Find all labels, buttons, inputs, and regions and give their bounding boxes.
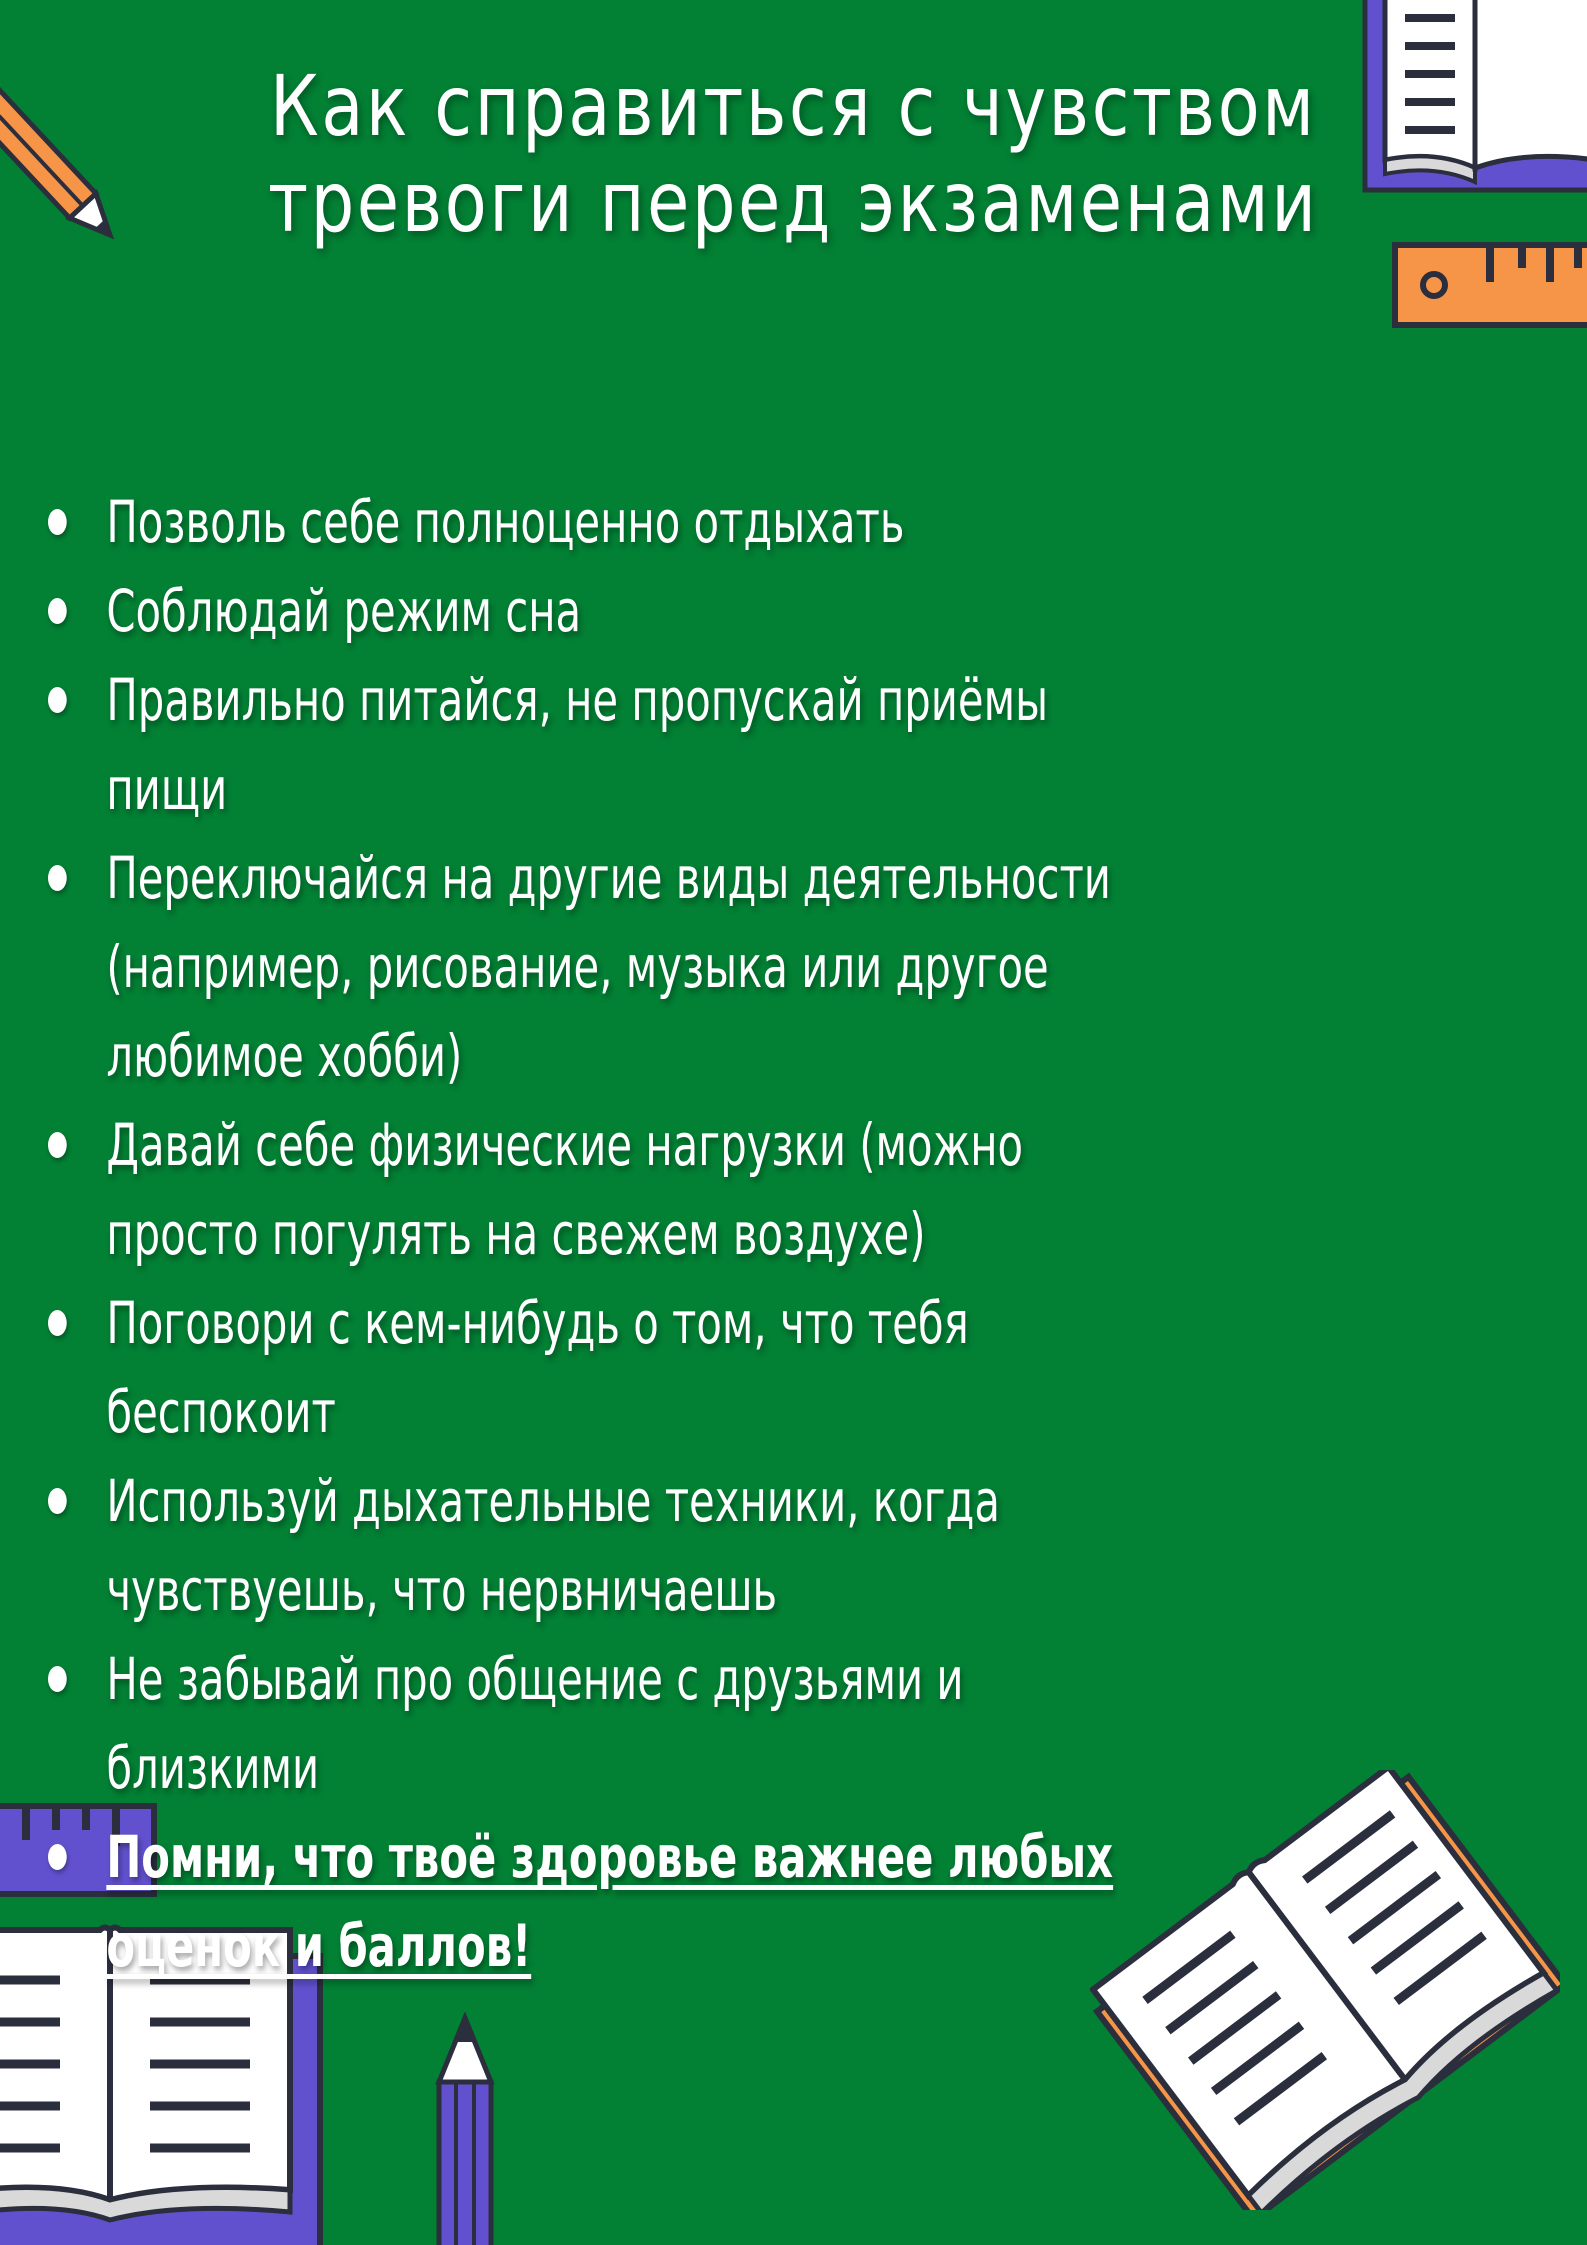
list-item bbox=[48, 567, 1171, 656]
tips-list bbox=[48, 478, 1171, 1991]
bullet-icon bbox=[48, 1310, 67, 1336]
bullet-icon bbox=[48, 1132, 67, 1158]
list-item bbox=[48, 1279, 1171, 1457]
bullet-icon bbox=[48, 865, 67, 891]
tip-text: Используй дыхательные техники, когда чувствуешь, что нервничаешь bbox=[106, 1467, 1000, 1624]
list-item-emphasis bbox=[48, 1813, 1171, 1991]
pencil-icon bbox=[425, 2012, 505, 2245]
title-line-2: тревоги перед экзаменами bbox=[268, 153, 1319, 251]
tip-text: Давай себе физические нагрузки (можно просто погулять на свежем воздухе) bbox=[106, 1111, 1024, 1268]
bullet-icon bbox=[48, 1844, 67, 1870]
tip-text: Правильно питайся, не пропускай приёмы пищи bbox=[106, 666, 1049, 823]
list-item bbox=[48, 1457, 1171, 1635]
tip-text: Не забывай про общение с друзьями и близкими bbox=[106, 1645, 964, 1802]
ruler-icon bbox=[1390, 240, 1587, 332]
list-item bbox=[48, 478, 1171, 567]
tip-text: Соблюдай режим сна bbox=[106, 577, 582, 645]
tip-text: Поговори с кем-нибудь о том, что тебя беспокоит bbox=[106, 1289, 969, 1446]
tip-text: Позволь себе полноценно отдыхать bbox=[106, 488, 905, 556]
bullet-icon bbox=[48, 1488, 67, 1514]
list-item bbox=[48, 834, 1171, 1101]
list-item bbox=[48, 1635, 1171, 1813]
title-line-1: Как справиться с чувством bbox=[269, 57, 1317, 155]
page-title bbox=[143, 58, 1444, 250]
list-item bbox=[48, 656, 1171, 834]
tip-text: Переключайся на другие виды деятельности (например, рисование, музыка или другое любимое хобби) bbox=[106, 844, 1111, 1090]
tip-text: Помни, что твоё здоровье важнее любых оценок и баллов! bbox=[106, 1823, 1114, 1980]
bullet-icon bbox=[48, 598, 67, 624]
bullet-icon bbox=[48, 687, 67, 713]
list-item bbox=[48, 1101, 1171, 1279]
bullet-icon bbox=[48, 1666, 67, 1692]
bullet-icon bbox=[48, 509, 67, 535]
